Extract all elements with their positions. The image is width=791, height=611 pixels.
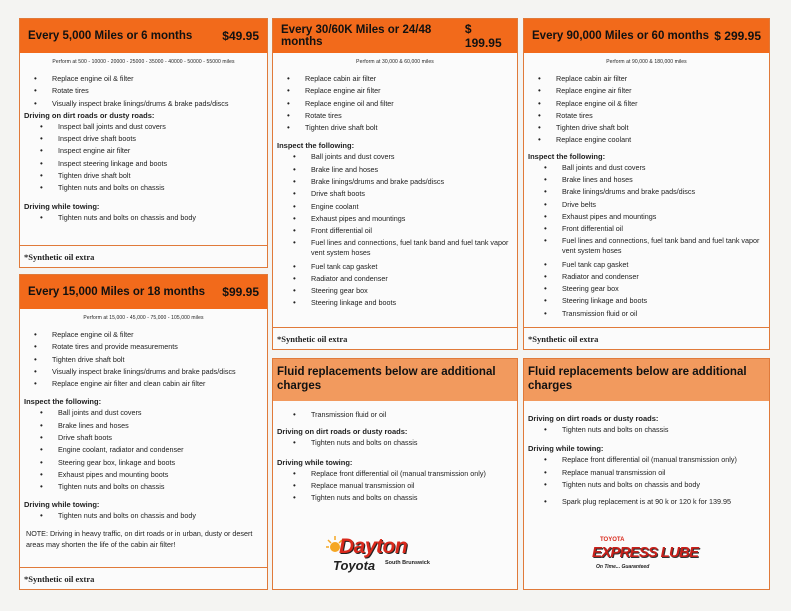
service-list [273,468,517,505]
list-item: • Ball joints and dust covers [544,162,769,174]
list-item: • Radiator and condenser [544,271,769,283]
list-item: • Steering linkage and boots [293,297,517,309]
service-list [20,73,267,110]
list-item: • Replace engine air filter [287,85,517,97]
fluid-header: Fluid replacements below are additional charges [273,359,517,401]
list-item: • Tighten drive shaft bolt [538,122,769,134]
service-list [20,212,267,224]
panel-header [524,19,769,53]
list-item: • Ball joints and dust covers [40,407,267,419]
section-heading: Driving while towing: [24,201,100,211]
list-item: • Fuel lines and connections, fuel tank band and fuel tank vapor vent system hoses [544,236,769,257]
list-item: • Replace engine air filter and clean cabin air filter [34,378,267,390]
panel-price: $49.95 [222,29,259,43]
list-item: • Replace engine air filter [538,85,769,97]
panel-title: Every 15,000 Miles or 18 months [28,286,206,298]
synthetic-oil-note: *Synthetic oil extra [273,327,517,349]
list-item: • Brake lines and hoses [40,420,267,432]
perform-at-text: Perform at 500 - 10000 - 20000 - 25000 - 35000 - 40000 - 50000 - 55000 miles [52,59,235,65]
list-item: • Brake lines and hoses [544,174,769,186]
service-list [273,437,517,449]
list-item: • Inspect ball joints and dust covers [40,121,267,133]
logo-dayton-text: Dayton [339,535,408,558]
list-item: • Brake linings/drums and brake pads/discs [293,176,517,188]
panel-price: $ 199.95 [464,22,502,50]
perform-at-text: Perform at 15,000 - 45,000 - 75,000 - 105,000 miles [83,315,204,321]
list-item: • Fuel tank cap gasket [293,261,517,273]
panel-90000-miles [523,18,770,350]
section-heading: Driving on dirt roads or dusty roads: [528,414,659,423]
list-item: • Replace engine coolant [538,134,769,146]
list-item: • Drive shaft boots [40,432,267,444]
section-heading: Driving on dirt roads or dusty roads: [277,427,408,437]
list-item: • Tighten nuts and bolts on chassis [293,437,517,449]
service-list [524,73,769,147]
service-list [524,424,769,436]
panel-title: Every 30/60K Miles or 24/48 months [281,24,432,48]
list-item: • Rotate tires [287,110,517,122]
panel-price: $ 299.95 [714,29,761,43]
list-item: • Inspect drive shaft boots [40,133,267,145]
list-item: • Replace engine oil & filter [34,329,267,341]
list-item: • Tighten drive shaft bolt [34,354,267,366]
list-item: • Exhaust pipes and mountings [544,211,769,223]
service-list [20,121,267,195]
service-list [273,409,517,421]
list-item: • Tighten nuts and bolts on chassis and body [544,479,769,491]
list-item: • Replace manual transmission oil [544,467,769,479]
perform-at-text: Perform at 90,000 & 180,000 miles [606,59,687,65]
list-item: • Replace engine oil and filter [287,98,517,110]
list-item: • Replace engine oil & filter [34,73,267,85]
fluid-header: Fluid replacements below are additional charges [524,359,769,401]
synthetic-oil-note: *Synthetic oil extra [20,567,267,589]
list-item: • Tighten drive shaft bolt [287,122,517,134]
panel-fluid-replacements-left [272,358,518,590]
express-lube-logo [592,537,704,577]
service-list [524,496,769,508]
list-item: • Front differential oil [293,225,517,237]
list-item: • Spark plug replacement is at 90 k or 120 k for 139.95 [544,496,769,508]
list-item: • Rotate tires [34,85,267,97]
section-heading: Inspect the following: [528,151,606,161]
service-list [20,407,267,493]
panel-price: $99.95 [222,285,259,299]
panel-title: Every 90,000 Miles or 60 months [532,30,710,42]
list-item: • Rotate tires and provide measurements [34,341,267,353]
list-item: • Drive shaft boots [293,188,517,200]
list-item: • Drive belts [544,199,769,211]
section-heading: Driving on dirt roads or dusty roads: [24,110,155,120]
list-item: • Inspect engine air filter [40,145,267,157]
service-list [524,454,769,491]
list-item: • Replace front differential oil (manual transmission only) [293,468,517,480]
list-item: • Replace engine oil & filter [538,98,769,110]
cabin-filter-note: NOTE: Driving in heavy traffic, on dirt roads or in urban, dusty or desert areas may shorten the life of the cabin air filter! [26,528,253,549]
list-item: • Rotate tires [538,110,769,122]
panel-15000-miles [19,274,268,590]
panel-title: Every 5,000 Miles or 6 months [28,30,193,42]
service-list [20,510,267,522]
list-item: • Tighten nuts and bolts on chassis and body [40,510,267,522]
logo-brand-text: TOYOTA [600,537,625,543]
list-item: • Radiator and condenser [293,273,517,285]
list-item: • Brake linings/drums and brake pads/discs [544,186,769,198]
list-item: • Transmission fluid or oil [293,409,517,421]
list-item: • Visually inspect brake linings/drums & brake pads/discs [34,98,267,110]
panel-header [20,19,267,53]
list-item: • Tighten nuts and bolts on chassis [293,492,517,504]
list-item: • Replace cabin air filter [287,73,517,85]
logo-express-lube-text: EXPRESS LUBE [592,544,699,561]
list-item: • Tighten nuts and bolts on chassis [40,182,267,194]
logo-toyota-text: Toyota [333,558,376,573]
section-heading: Driving while towing: [277,457,353,467]
list-item: • Steering gear box [293,285,517,297]
list-item: • Brake line and hoses [293,164,517,176]
list-item: • Tighten drive shaft bolt [40,170,267,182]
list-item: • Fuel tank cap gasket [544,259,769,271]
list-item: • Replace front differential oil (manual transmission only) [544,454,769,466]
list-item: • Ball joints and dust covers [293,151,517,163]
list-item: • Visually inspect brake linings/drums and brake pads/discs [34,366,267,378]
panel-fluid-replacements-right [523,358,770,590]
perform-at-text: Perform at 30,000 & 60,000 miles [356,59,434,65]
list-item: • Replace cabin air filter [538,73,769,85]
panel-header [20,275,267,309]
list-item: • Engine coolant, radiator and condenser [40,444,267,456]
list-item: • Replace manual transmission oil [293,480,517,492]
list-item: • Inspect steering linkage and boots [40,158,267,170]
service-list [273,151,517,309]
section-heading: Inspect the following: [277,141,355,151]
list-item: • Front differential oil [544,223,769,235]
synthetic-oil-note: *Synthetic oil extra [524,327,769,349]
list-item: • Exhaust pipes and mountings [293,213,517,225]
list-item: • Steering linkage and boots [544,295,769,307]
panel-5000-miles [19,18,268,268]
list-item: • Steering gear box [544,283,769,295]
list-item: • Transmission fluid or oil [544,308,769,320]
logo-location-text: South Brunswick [385,560,430,566]
dayton-toyota-logo [329,535,449,579]
list-item: • Tighten nuts and bolts on chassis [40,481,267,493]
list-item: • Engine coolant [293,201,517,213]
list-item: • Tighten nuts and bolts on chassis [544,424,769,436]
panel-header [273,19,517,53]
list-item: • Tighten nuts and bolts on chassis and body [40,212,267,224]
service-list [524,162,769,320]
section-heading: Driving while towing: [24,499,100,509]
panel-30-60k-miles [272,18,518,350]
section-heading: Driving while towing: [528,444,604,454]
list-item: • Fuel lines and connections, fuel tank band and fuel tank vapor vent system hoses [293,238,517,259]
service-list [273,73,517,134]
list-item: • Exhaust pipes and mounting boots [40,469,267,481]
section-heading: Inspect the following: [24,397,102,407]
list-item: • Steering gear box, linkage and boots [40,457,267,469]
service-list [20,329,267,390]
logo-tagline-text: On Time... Guaranteed [596,564,650,570]
synthetic-oil-note: *Synthetic oil extra [20,245,267,267]
